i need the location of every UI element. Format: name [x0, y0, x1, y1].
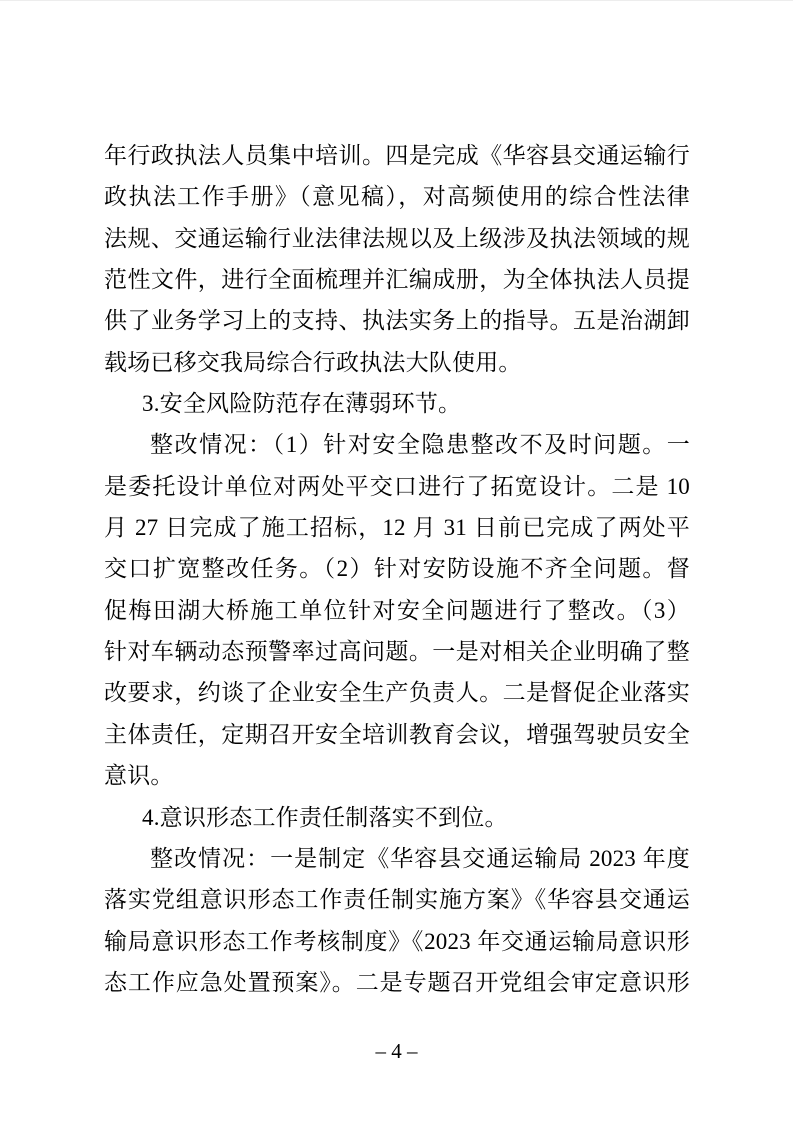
document-body	[104, 135, 690, 1003]
text-line: 针对车辆动态预警率过高问题。一是对相关企业明确了整	[104, 639, 690, 665]
text-line: 输局意识形态工作考核制度》《2023 年交通运输局意识形	[104, 928, 690, 954]
page-number: – 4 –	[375, 1039, 418, 1063]
text-line: 是委托设计单位对两处平交口进行了拓宽设计。二是 10	[104, 473, 690, 499]
text-line: 落实党组意识形态工作责任制实施方案》《华容县交通运	[104, 887, 690, 913]
text-line: 态工作应急处置预案》。二是专题召开党组会审定意识形	[104, 969, 690, 995]
text-line: 年行政执法人员集中培训。四是完成《华容县交通运输行	[104, 143, 690, 168]
text-line: 政执法工作手册》（意见稿），对高频使用的综合性法律	[104, 184, 690, 210]
text-line: 供了业务学习上的支持、执法实务上的指导。五是治湖卸	[104, 308, 690, 334]
text-line: 载场已移交我局综合行政执法大队使用。	[104, 349, 522, 375]
text-line: 整改情况：一是制定《华容县交通运输局 2023 年度	[150, 845, 690, 871]
text-line: 交口扩宽整改任务。（2）针对安防设施不齐全问题。督	[104, 556, 690, 582]
text-line: 法规、交通运输行业法律法规以及上级涉及执法领域的规	[104, 225, 690, 251]
text-line: 月 27 日完成了施工招标，12 月 31 日前已完成了两处平	[104, 515, 690, 541]
section-heading: 3.安全风险防范存在薄弱环节。	[142, 391, 462, 417]
text-line: 整改情况：（1）针对安全隐患整改不及时问题。一	[150, 432, 690, 458]
text-line: 主体责任，定期召开安全培训教育会议，增强驾驶员安全	[104, 721, 690, 747]
text-line: 意识。	[104, 763, 174, 789]
text-line: 范性文件，进行全面梳理并汇编成册，为全体执法人员提	[104, 267, 690, 293]
section-heading: 4.意识形态工作责任制落实不到位。	[142, 804, 508, 830]
text-line: 促梅田湖大桥施工单位针对安全问题进行了整改。（3）	[104, 597, 690, 623]
text-line: 改要求，约谈了企业安全生产负责人。二是督促企业落实	[104, 680, 690, 706]
